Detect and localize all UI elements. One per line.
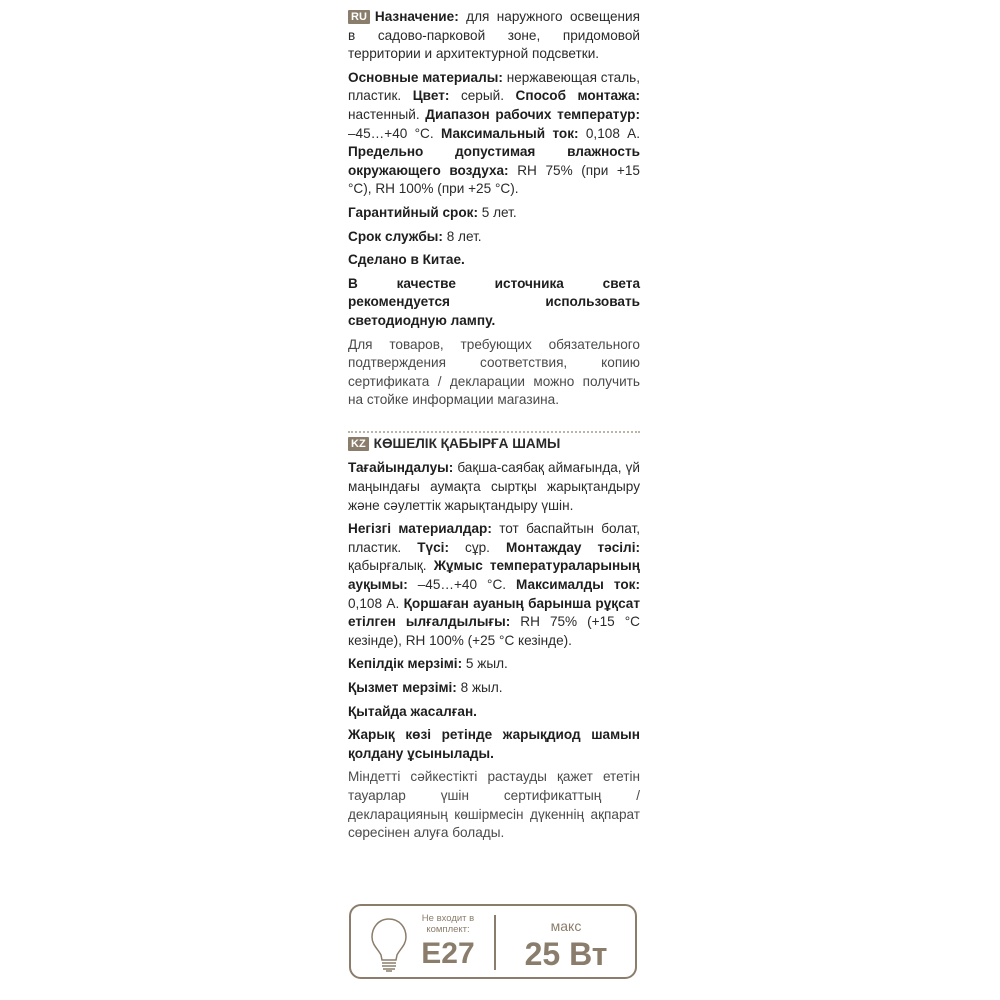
ru-light-source: В качестве источника света рекомендуется использовать светодиодную лампу. bbox=[348, 275, 640, 328]
kz-specs: Негізгі материалдар: тот баспайтын болат, пластик. Түсі: сұр. Монтаждау тәсілі: қабырғалық. Жұмыс температураларының ауқымы: –45…+40 °С. Максималды ток: 0,108 А. Қоршаған ауаның барынша рұқсат етілген ылғалдылығы: RH 75% (+15 °С кезінде), RH 100% (+25 °С кезінде). bbox=[348, 521, 641, 648]
max-power: 25 Вт bbox=[524, 936, 608, 972]
badge-divider bbox=[494, 915, 496, 970]
not-included-note: Не входит в комплект: bbox=[421, 913, 475, 935]
max-label: макс bbox=[550, 918, 582, 934]
ru-language-tag: RU bbox=[348, 10, 370, 24]
kz-title: KZ КӨШЕЛІК ҚАБЫРҒА ШАМЫ bbox=[348, 435, 640, 454]
kz-service-life: Қызмет мерзімі: 8 жыл. bbox=[348, 680, 503, 695]
bulb-icon bbox=[369, 916, 409, 974]
kz-certificate-note: Міндетті сәйкестікті растауды қажет ететін тауарлар үшін сертификаттың / декларацияның көшірмесін дүкеннің ақпарат сөресінен алуға болады. bbox=[348, 769, 640, 841]
kz-language-tag: KZ bbox=[348, 437, 369, 451]
kz-purpose: Тағайындалуы: бақша-саябақ аймағында, үй маңындағы аумақта сыртқы жарықтандыру және сәулеттік жарықтандыру үшін. bbox=[348, 460, 641, 513]
ru-made-in: Сделано в Китае. bbox=[348, 252, 465, 268]
socket-type: E27 bbox=[421, 937, 475, 970]
kz-warranty: Кепілдік мерзімі: 5 жыл. bbox=[348, 656, 508, 672]
kz-light-source: Жарық көзі ретінде жарықдиод шамын қолдану ұсынылады. bbox=[348, 727, 640, 761]
lamp-spec-badge bbox=[349, 904, 637, 979]
kz-made-in: Қытайда жасалған. bbox=[348, 703, 477, 719]
ru-specs: Основные материалы: нержавеющая сталь, пластик. Цвет: серый. Способ монтажа: настенный. Диапазон рабочих температур: –45…+40 °С. Максимальный ток: 0,108 А. Предельно допустимая влажность окружающего воздуха: RH 75% (при +15 °С), RH 100% (при +25 °С). bbox=[348, 69, 641, 197]
ru-certificate-note: Для товаров, требующих обязательного подтверждения соответствия, копию сертификата / декларации можно получить на стойке информации магазина. bbox=[348, 336, 640, 408]
ru-service-life: Срок службы: 8 лет. bbox=[348, 228, 482, 244]
section-divider bbox=[348, 431, 640, 433]
spec-column bbox=[348, 8, 640, 848]
ru-warranty: Гарантийный срок: 5 лет. bbox=[348, 204, 517, 220]
ru-purpose: RU Назначение: для наружного освещения в садово-парковой зоне, придомовой территории и архитектурной подсветки. bbox=[348, 9, 641, 62]
